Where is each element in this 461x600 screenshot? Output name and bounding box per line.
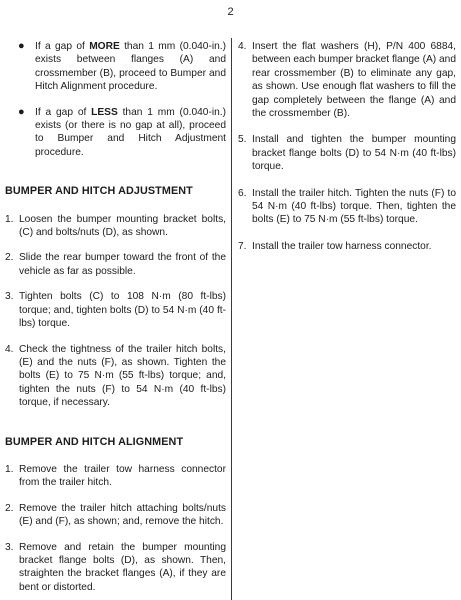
gap-more-bullet: ● If a gap of MORE than 1 mm (0.040-in.) exists between flanges (A) and crossmember (B), proceed to Bumper and Hitch Alignment procedure. — [18, 40, 226, 93]
alignment-step-5: 5. Install and tighten the bumper mounting bracket flange bolts (D) to 54 N·m (40 ft-lbs) torque. — [238, 134, 456, 173]
alignment-step-6: 6. Install the trailer hitch. Tighten the nuts (F) to 54 N·m (40 ft-lbs) torque. Then, tighten the bolts (E) to 75 N·m (55 ft-lbs) torque. — [238, 187, 456, 226]
adjustment-step-2: 2. Slide the rear bumper toward the front of the vehicle as far as possible. — [5, 252, 226, 277]
column-divider — [231, 38, 232, 600]
bullet-icon: ● — [18, 40, 25, 52]
page-number: 2 — [227, 6, 234, 18]
bullet-icon: ● — [18, 105, 25, 118]
section-heading-alignment: BUMPER AND HITCH ALIGNMENT — [5, 435, 184, 448]
section-heading-adjustment: BUMPER AND HITCH ADJUSTMENT — [5, 185, 193, 198]
alignment-step-4: 4. Insert the flat washers (H), P/N 400 6884, between each bumper bracket flange (A) and rear crossmember (B) to eliminate any gap, as shown. Use enough flat washers to fill the gap completely between the flange (A) and the crossmember (B). — [238, 41, 456, 120]
adjustment-step-3: 3. Tighten bolts (C) to 108 N·m (80 ft-lbs) torque; and, tighten bolts (D) to 54 N·m (40 ft-lbs) torque. — [5, 291, 226, 330]
gap-less-bullet: ● If a gap of LESS than 1 mm (0.040-in.) exists (or there is no gap at all), proceed to Bumper and Hitch Adjustment procedure. — [18, 105, 226, 158]
alignment-step-7: 7. Install the trailer tow harness connector. — [238, 240, 432, 252]
alignment-step-3: 3. Remove and retain the bumper mounting bracket flange bolts (D), as shown. Then, straighten the bracket flanges (A), if they are bent or distorted. — [5, 541, 226, 593]
right-column — [238, 40, 456, 253]
alignment-step-2: 2. Remove the trailer hitch attaching bolts/nuts (E) and (F), as shown; and, remove the hitch. — [5, 502, 226, 528]
adjustment-step-4: 4. Check the tightness of the trailer hitch bolts, (E) and the nuts (F), as shown. Tighten the bolts (E) to 75 N·m (55 ft-lbs) torque; and, tighten the nuts (F) to 54 N·m (40 ft-lbs) torque, if necessary. — [5, 343, 226, 409]
left-column — [5, 40, 226, 594]
alignment-step-1: 1. Remove the trailer tow harness connector from the trailer hitch. — [5, 463, 226, 489]
adjustment-step-1: 1. Loosen the bumper mounting bracket bolts, (C) and bolts/nuts (D), as shown. — [5, 213, 226, 239]
